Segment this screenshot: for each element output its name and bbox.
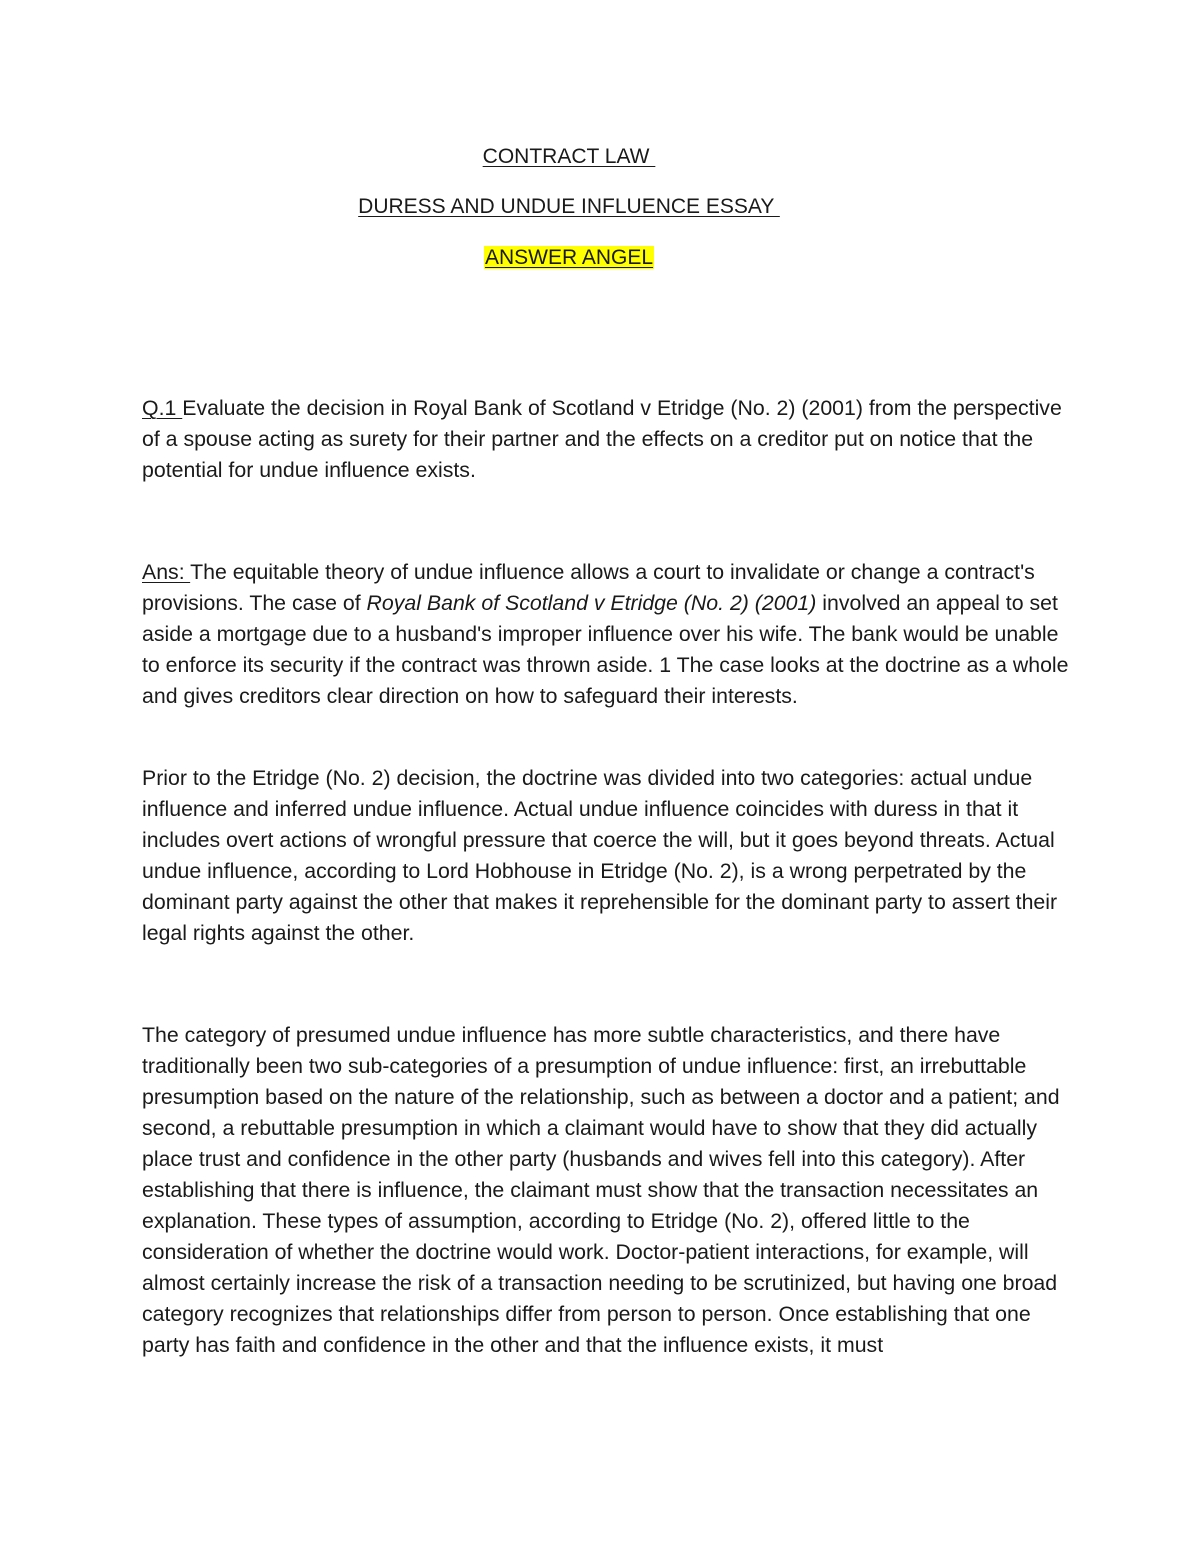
body-paragraph: The category of presumed undue influence has more subtle characteristics, and there have traditionally been two sub-categories of a presumption of undue influence: first, an irrebuttable presumption based on the nature of the relationship, such as between a doctor and a patient; and second, a rebuttable presumption in which a claimant would have to show that they did actually place trust and confidence in the other party (husbands and wives fell into this category). After establishing that there is influence, the claimant must show that the transaction necessitates an explanation. These types of assumption, according to Etridge (No. 2), offered little to the consideration of whether the doctrine would work. Doctor-patient interactions, for example, will almost certainly increase the risk of a transaction needing to be scrutinized, but having one broad category recognizes that relationships differ from person to person. Once establishing that one party has faith and confidence in the other and that the influence exists, it must: [142, 1023, 1060, 1357]
document-subtitle: DURESS AND UNDUE INFLUENCE ESSAY: [358, 195, 780, 218]
question-paragraph: [142, 393, 1072, 486]
answer-text-intro: The equitable theory of undue influence allows a court to invalidate or change a contract's provisions. The case of: [142, 560, 1035, 615]
answer-case-name: Royal Bank of Scotland v Etridge (No. 2) (2001): [366, 591, 817, 615]
document-author: ANSWER ANGEL: [484, 246, 654, 269]
document-title: CONTRACT LAW: [482, 145, 656, 168]
question-text: Evaluate the decision in Royal Bank of Scotland v Etridge (No. 2) (2001) from the perspective of a spouse acting as surety for their partner and the effects on a creditor put on notice that the potential for undue influence exists.: [142, 396, 1062, 482]
document-subtitle-line: [0, 195, 1138, 219]
answer-label: Ans:: [142, 560, 191, 584]
answer-text-continuation: involved an appeal to set aside a mortgage due to a husband's improper influence over his wife. The bank would be unable to enforce its security if the contract was thrown aside. 1 The case looks at the doctrine as a whole and gives creditors clear direction on how to safeguard their interests.: [142, 591, 1069, 708]
document-author-line: [0, 246, 1138, 270]
body-paragraph: Prior to the Etridge (No. 2) decision, the doctrine was divided into two categories: actual undue influence and inferred undue influence. Actual undue influence coincides with duress in that it includes overt actions of wrongful pressure that coerce the will, but it goes beyond threats. Actual undue influence, according to Lord Hobhouse in Etridge (No. 2), is a wrong perpetrated by the dominant party against the other that makes it reprehensible for the dominant party to assert their legal rights against the other.: [142, 766, 1058, 945]
answer-paragraph: [142, 557, 1072, 712]
question-label: Q.1: [142, 396, 183, 420]
document-title-line: [0, 145, 1138, 169]
